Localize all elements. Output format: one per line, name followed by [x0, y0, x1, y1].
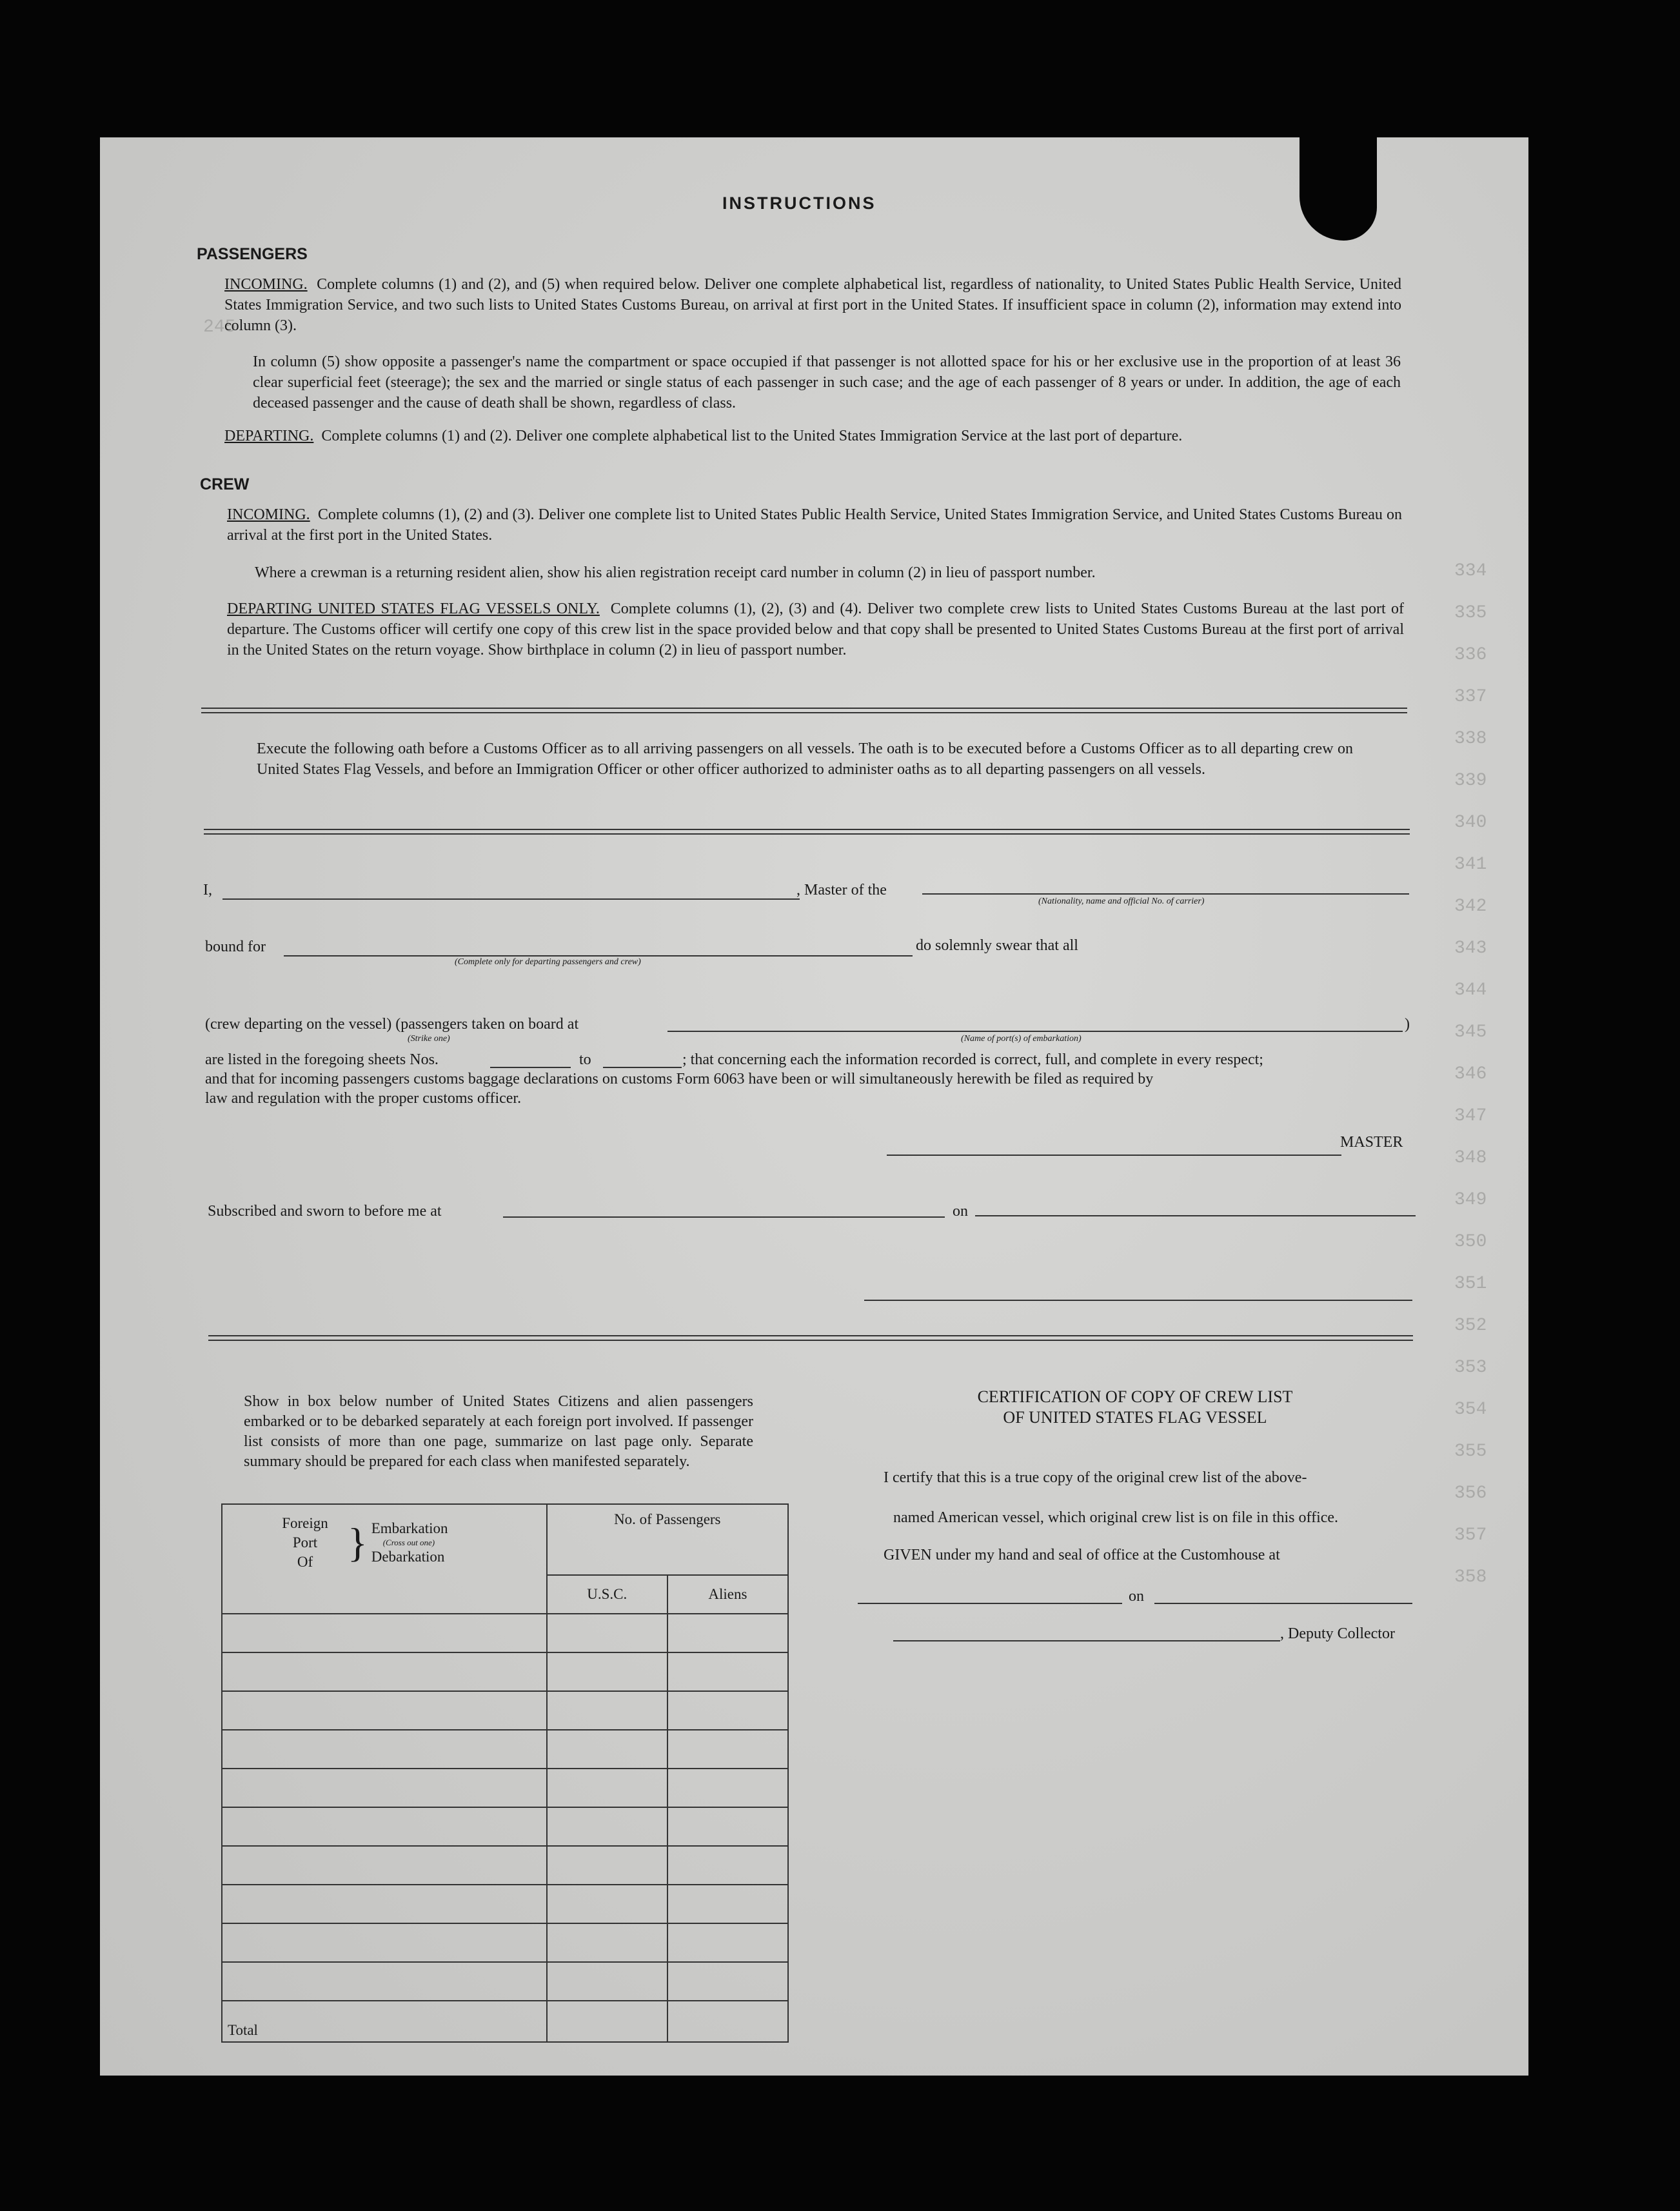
ports-hint: (Name of port(s) of embarkation)	[961, 1034, 1082, 1044]
bleed-through-number: 336	[1454, 645, 1487, 665]
carrier-field[interactable]	[922, 893, 1409, 895]
bleed-through-number: 353	[1454, 1358, 1487, 1378]
bleed-through-number: 245	[203, 317, 236, 337]
certification-title-line2: OF UNITED STATES FLAG VESSEL	[1003, 1408, 1267, 1427]
oath-listed-text-3: law and regulation with the proper customs officer.	[205, 1090, 522, 1107]
aliens-header: Aliens	[667, 1575, 788, 1614]
bleed-through-number: 357	[1454, 1525, 1487, 1545]
divider	[864, 1300, 1412, 1301]
bleed-through-number: 356	[1454, 1483, 1487, 1503]
port-header-cell	[222, 1504, 547, 1614]
sworn-date-field[interactable]	[975, 1215, 1416, 1216]
crew-departing-text: Complete columns (1), (2), (3) and (4). Deliver two complete crew lists to United States Customs Bureau at the last port of departure. The Customs officer will certify one copy of this crew list in the space provided below and that copy shall be presented to United States Customs Bureau at the first port of arrival in the United States on the return voyage. Show birthplace in column (2) in lieu of passport number.	[227, 600, 1405, 659]
master-signature-field[interactable]	[887, 1155, 1341, 1156]
crew-resident: Where a crewman is a returning resident alien, show his alien registration receipt card number in column (2) in lieu of passport number.	[255, 564, 1096, 581]
summary-intro: Show in box below number of United States Citizens and alien passengers embarked or to be debarked separately at each foreign port involved. If passenger list consists of more than one page, summarize on last page only. Separate summary should be prepared for each class when manifested separately.	[244, 1393, 753, 1470]
port-cell[interactable]	[222, 1730, 547, 1769]
certification-title-line1: CERTIFICATION OF COPY OF CREW LIST	[977, 1387, 1293, 1406]
divider	[204, 829, 1410, 835]
total-label: Total	[222, 2001, 547, 2042]
customhouse-field[interactable]	[858, 1603, 1122, 1604]
certification-text-3: GIVEN under my hand and seal of office at the Customhouse at	[884, 1547, 1280, 1563]
certification-date-field[interactable]	[1154, 1603, 1412, 1604]
aliens-cell[interactable]	[667, 1652, 788, 1691]
embarkation-label: Embarkation	[371, 1520, 448, 1536]
passengers-departing	[224, 426, 1401, 446]
usc-total-cell[interactable]	[547, 2001, 667, 2042]
bleed-through-number: 334	[1454, 561, 1487, 581]
aliens-cell[interactable]	[667, 1769, 788, 1807]
bleed-through-number: 346	[1454, 1064, 1487, 1084]
usc-cell[interactable]	[547, 1807, 667, 1846]
bleed-through-number: 347	[1454, 1106, 1487, 1126]
usc-cell[interactable]	[547, 1730, 667, 1769]
usc-cell[interactable]	[547, 1923, 667, 1962]
bleed-through-number: 345	[1454, 1022, 1487, 1042]
master-label: MASTER	[1340, 1134, 1403, 1151]
oath-listed-label: are listed in the foregoing sheets Nos.	[205, 1051, 439, 1068]
oath-crew-departing: (crew departing on the vessel) (passengers taken on board at	[205, 1016, 579, 1033]
sworn-place-field[interactable]	[503, 1216, 945, 1218]
passengers-column5: In column (5) show opposite a passenger's name the compartment or space occupied if that passenger is not allotted space for his or her exclusive use in the proportion of at least 36 clear superficial feet (steerage); the sex and the married or single status of each passenger in such case; and the age of each passenger of 8 years or under. In addition, the age of each deceased passenger and the cause of death shall be shown, regardless of class.	[253, 353, 1401, 411]
port-cell[interactable]	[222, 1652, 547, 1691]
crew-incoming-text: Complete columns (1), (2) and (3). Deliver one complete list to United States Public Health Service, United States Immigration Service, and United States Customs Bureau on arrival at the first port in the United States.	[227, 506, 1403, 544]
foreign-label: Foreign	[282, 1515, 328, 1531]
page-title: INSTRUCTIONS	[722, 193, 876, 213]
bound-hint: (Complete only for departing passengers and crew)	[455, 957, 641, 967]
torn-corner	[1300, 137, 1377, 241]
aliens-cell[interactable]	[667, 1691, 788, 1730]
divider	[208, 1335, 1413, 1341]
bleed-through-number: 341	[1454, 855, 1487, 875]
aliens-cell[interactable]	[667, 1846, 788, 1885]
usc-header: U.S.C.	[547, 1575, 667, 1614]
passengers-departing-text: Complete columns (1) and (2). Deliver one complete alphabetical list to the United States Immigration Service at the last port of departure.	[321, 428, 1183, 444]
aliens-cell[interactable]	[667, 1885, 788, 1923]
port-cell[interactable]	[222, 1885, 547, 1923]
brace-glyph: }	[348, 1520, 368, 1565]
nationality-hint: (Nationality, name and official No. of carrier)	[1038, 897, 1205, 906]
crew-incoming	[227, 504, 1402, 546]
oath-i-label: I,	[203, 882, 212, 898]
crew-heading: CREW	[200, 475, 250, 493]
of-label: Of	[297, 1554, 313, 1570]
oath-listed-text: ; that concerning each the information recorded is correct, full, and complete in every respect;	[682, 1051, 1263, 1068]
passengers-incoming	[224, 274, 1401, 336]
bleed-through-number: 342	[1454, 897, 1487, 917]
port-cell[interactable]	[222, 1846, 547, 1885]
oath-listed-text-2: and that for incoming passengers customs baggage declarations on customs Form 6063 have been or will simultaneously herewith be filed as required by	[205, 1071, 1154, 1087]
bleed-through-number: 343	[1454, 938, 1487, 958]
oath-bound-for: bound for	[205, 938, 266, 955]
cross-out-hint: (Cross out one)	[382, 1538, 435, 1547]
aliens-cell[interactable]	[667, 1962, 788, 2001]
bleed-through-number: 340	[1454, 813, 1487, 833]
bleed-through-number: 338	[1454, 729, 1487, 749]
deputy-signature-field[interactable]	[893, 1640, 1280, 1641]
sheet-from-field[interactable]	[490, 1067, 571, 1068]
passenger-summary-table	[221, 1503, 789, 2043]
aliens-cell[interactable]	[667, 1730, 788, 1769]
usc-cell[interactable]	[547, 1885, 667, 1923]
port-cell[interactable]	[222, 1614, 547, 1652]
oath-master-of: , Master of the	[796, 882, 887, 898]
oath-intro: Execute the following oath before a Customs Officer as to all arriving passengers on all vessels. The oath is to be executed before a Customs Officer as to all departing crew on United States Flag Vessels, and before an Immigration Officer or other officer authorized to administer oaths as to all departing passengers on all vessels.	[257, 740, 1353, 778]
certification-text-2: named American vessel, which original crew list is on file in this office.	[893, 1509, 1339, 1526]
certification-on-label: on	[1129, 1588, 1144, 1605]
aliens-cell[interactable]	[667, 1614, 788, 1652]
bleed-through-number: 358	[1454, 1567, 1487, 1587]
usc-cell[interactable]	[547, 1769, 667, 1807]
port-cell[interactable]	[222, 1923, 547, 1962]
bleed-through-number: 344	[1454, 980, 1487, 1000]
passengers-incoming-label: INCOMING.	[224, 276, 308, 293]
bleed-through-number: 354	[1454, 1400, 1487, 1420]
bleed-through-number: 335	[1454, 603, 1487, 623]
crew-incoming-label: INCOMING.	[227, 506, 310, 523]
passengers-incoming-text: Complete columns (1) and (2), and (5) when required below. Deliver one complete alphabetical list, regardless of nationality, to United States Public Health Service, United States Immigration Service, and two such lists to United States Customs Bureau, on arrival at first port in the United States. If insufficient space in column (2), information may extend into column (3).	[224, 276, 1401, 334]
usc-cell[interactable]	[547, 1962, 667, 2001]
crew-departing-label: DEPARTING UNITED STATES FLAG VESSELS ONLY.	[227, 600, 600, 617]
oath-swear: do solemnly swear that all	[916, 937, 1078, 954]
bound-for-field[interactable]	[284, 955, 913, 957]
strike-one-hint: (Strike one)	[408, 1034, 450, 1044]
passengers-departing-label: DEPARTING.	[224, 428, 314, 444]
port-cell[interactable]	[222, 1769, 547, 1807]
sheet-to-field[interactable]	[603, 1067, 682, 1068]
crew-departing	[227, 599, 1404, 660]
debarkation-label: Debarkation	[371, 1549, 445, 1565]
usc-cell[interactable]	[547, 1652, 667, 1691]
no-passengers-header: No. of Passengers	[547, 1504, 788, 1575]
port-cell[interactable]	[222, 1962, 547, 2001]
master-name-field[interactable]	[222, 898, 800, 900]
usc-cell[interactable]	[547, 1691, 667, 1730]
bleed-through-number: 351	[1454, 1274, 1487, 1294]
certification-title	[903, 1387, 1367, 1428]
divider	[201, 708, 1407, 713]
bleed-through-number: 350	[1454, 1232, 1487, 1252]
aliens-cell[interactable]	[667, 1923, 788, 1962]
certification-text-1: I certify that this is a true copy of the original crew list of the above-	[884, 1469, 1307, 1486]
usc-cell[interactable]	[547, 1846, 667, 1885]
aliens-total-cell[interactable]	[667, 2001, 788, 2042]
bleed-through-number: 349	[1454, 1190, 1487, 1210]
port-cell[interactable]	[222, 1691, 547, 1730]
bleed-through-number: 355	[1454, 1442, 1487, 1462]
bleed-through-number: 337	[1454, 687, 1487, 707]
ports-field[interactable]	[667, 1031, 1403, 1032]
bleed-through-number: 348	[1454, 1148, 1487, 1168]
aliens-cell[interactable]	[667, 1807, 788, 1846]
bleed-through-number: 339	[1454, 771, 1487, 791]
close-paren: )	[1405, 1016, 1410, 1033]
oath-to-label: to	[579, 1051, 591, 1068]
sworn-on-label: on	[953, 1203, 968, 1220]
deputy-collector-label: , Deputy Collector	[1280, 1625, 1395, 1642]
usc-cell[interactable]	[547, 1614, 667, 1652]
subscribed-label: Subscribed and sworn to before me at	[208, 1203, 442, 1220]
port-label: Port	[292, 1534, 318, 1551]
bleed-through-number: 352	[1454, 1316, 1487, 1336]
port-cell[interactable]	[222, 1807, 547, 1846]
passengers-heading: PASSENGERS	[197, 245, 308, 263]
